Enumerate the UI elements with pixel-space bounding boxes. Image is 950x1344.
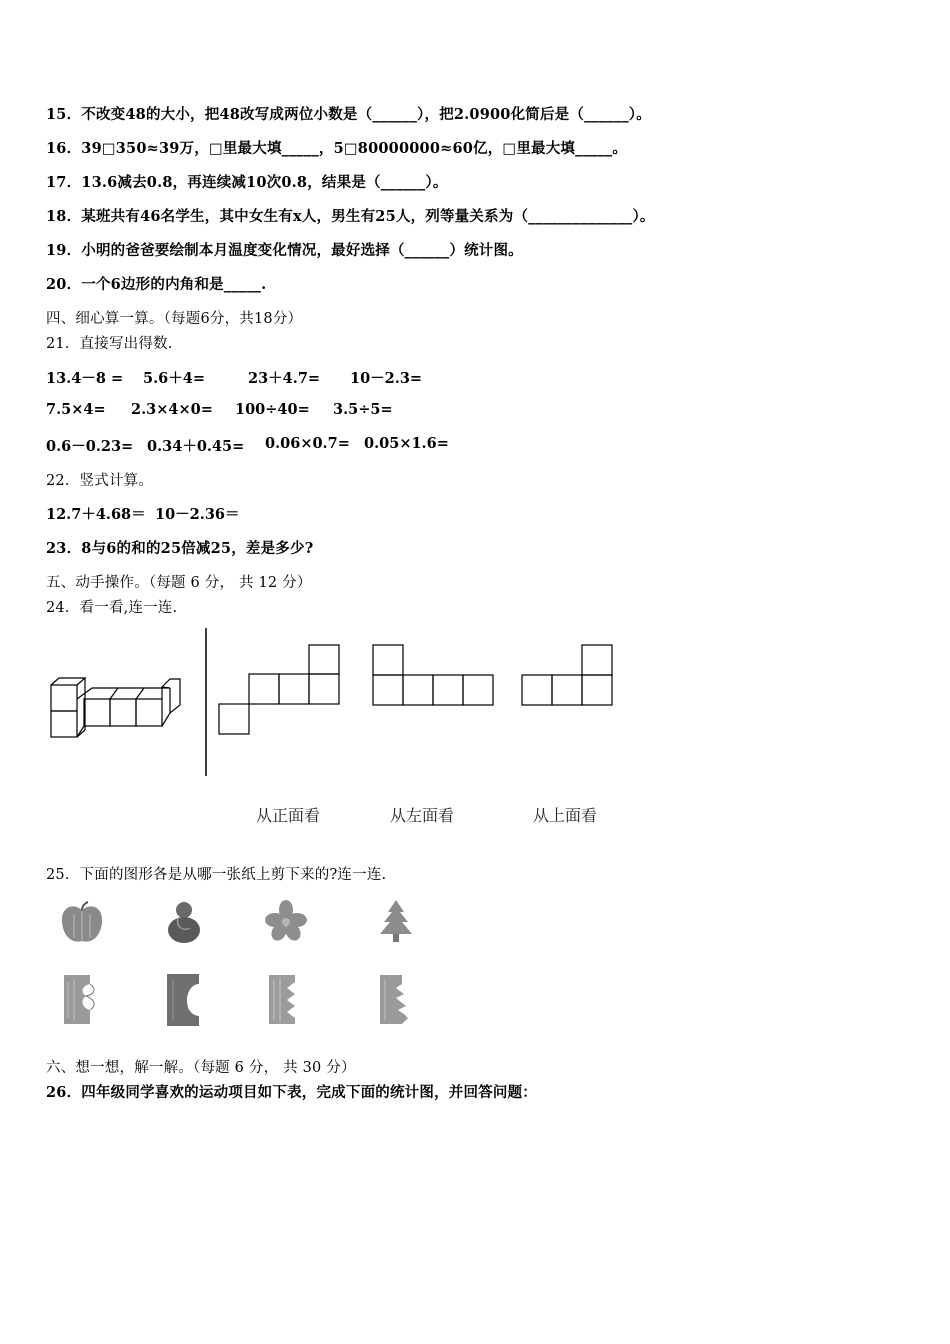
moon-cut-paper-icon (163, 970, 203, 1030)
leaf-cut-paper-icon (60, 972, 102, 1028)
question-21: 21．直接写出得数. (46, 336, 173, 352)
apple-shape-icon (58, 900, 106, 946)
view-label-front: 从正面看 (256, 806, 321, 825)
question-17: 17．13.6减去0.8，再连续减10次0.8，结果是（______）。 (46, 174, 448, 191)
question-19: 19．小明的爸爸要绘制本月温度变化情况，最好选择（______）统计图。 (46, 242, 523, 259)
section-6-title: 六、想一想，解一解。（每题 6 分， 共 30 分） (46, 1060, 356, 1076)
vertical-calc-item: 12.7＋4.68＝ (46, 506, 146, 523)
cube-stack-figure (46, 675, 186, 740)
section-5-title: 五、动手操作。（每题 6 分， 共 12 分） (46, 575, 312, 591)
calc-item: 100÷40= (235, 401, 310, 418)
calc-item: 7.5×4= (46, 401, 106, 418)
view-label-top: 从上面看 (533, 806, 598, 825)
flower-shape-icon (263, 898, 309, 944)
calc-item: 2.3×4×0= (131, 401, 213, 418)
gourd-shape-icon (164, 898, 204, 946)
calc-item: 0.34＋0.45= (147, 438, 245, 455)
question-25: 25．下面的图形各是从哪一张纸上剪下来的?连一连. (46, 867, 387, 883)
calc-item: 23＋4.7= (248, 370, 321, 387)
question-15: 15．不改变48的大小，把48改写成两位小数是（______），把2.0900化简后是（______）。 (46, 106, 651, 123)
view-figure-front (218, 644, 340, 736)
question-24: 24．看一看,连一连. (46, 600, 178, 616)
view-label-left: 从左面看 (390, 806, 455, 825)
calc-item: 0.06×0.7= (265, 435, 350, 452)
calc-item: 3.5÷5= (333, 401, 393, 418)
tree-cut-paper-icon (376, 972, 416, 1028)
zigzag-cut-paper-icon (265, 972, 305, 1028)
separator-line (204, 628, 208, 776)
calc-item: 0.05×1.6= (364, 435, 449, 452)
calc-item: 10－2.3= (350, 370, 423, 387)
view-figure-top (521, 644, 615, 706)
view-figure-left (372, 644, 496, 706)
question-18: 18．某班共有46名学生，其中女生有x人，男生有25人，列等量关系为（______________）。 (46, 208, 655, 225)
question-23: 23．8与6的和的25倍减25，差是多少? (46, 540, 314, 557)
question-22: 22．竖式计算。 (46, 473, 154, 489)
calc-item: 5.6＋4= (143, 370, 205, 387)
question-26: 26．四年级同学喜欢的运动项目如下表，完成下面的统计图，并回答问题： (46, 1084, 537, 1101)
tree-shape-icon (374, 898, 418, 944)
question-16: 16．39□350≈39万，□里最大填_____，5□80000000≈60亿，□里最大填_____。 (46, 140, 628, 157)
question-20: 20．一个6边形的内角和是_____. (46, 276, 267, 293)
calc-item: 13.4－8 = (46, 370, 124, 387)
vertical-calc-item: 10－2.36＝ (155, 506, 240, 523)
calc-item: 0.6－0.23= (46, 438, 134, 455)
section-4-title: 四、细心算一算。（每题6分，共18分） (46, 311, 303, 327)
